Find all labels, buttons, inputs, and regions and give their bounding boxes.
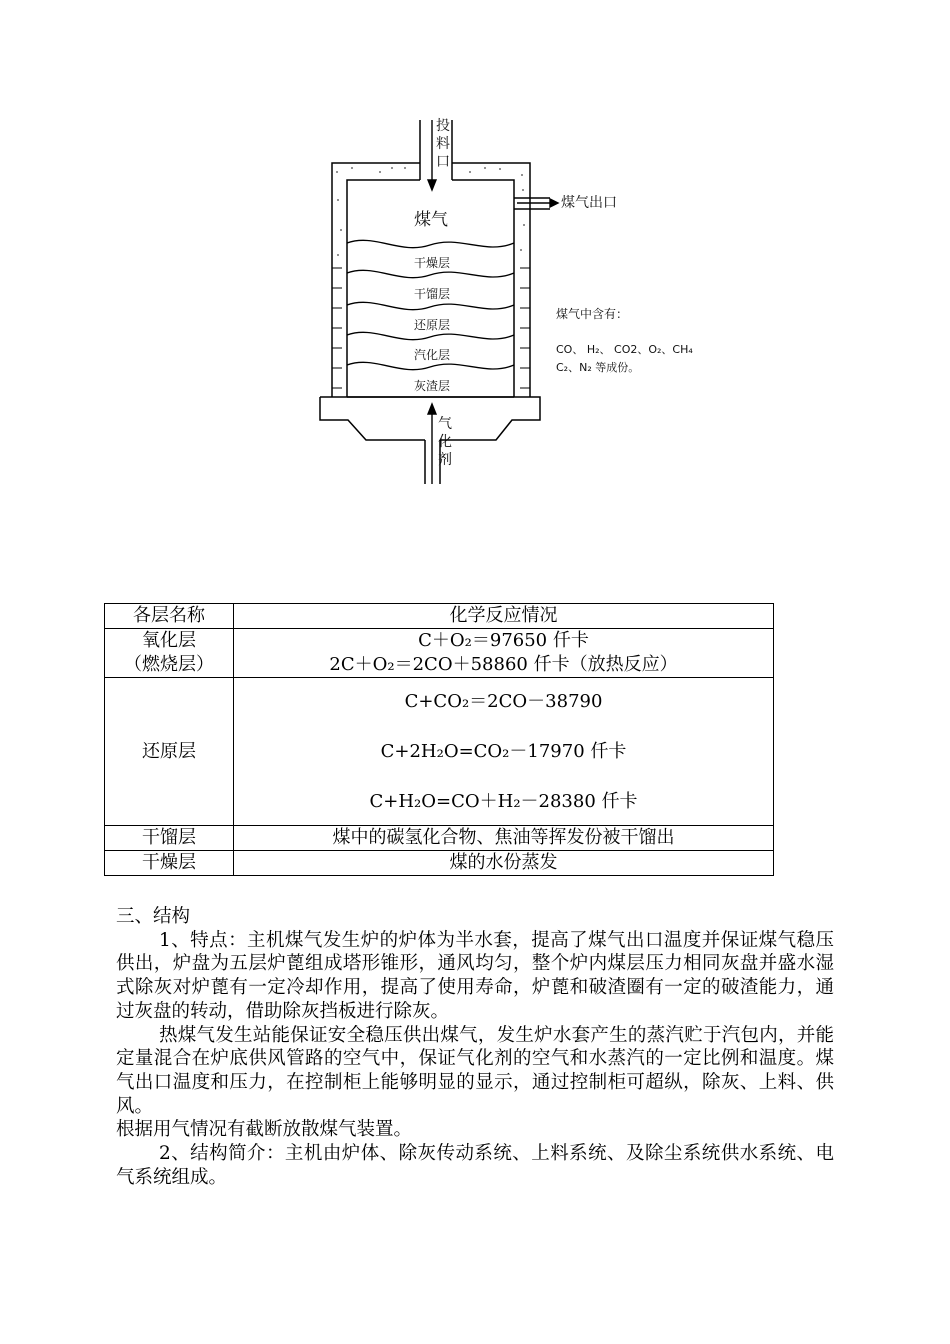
table-row [105, 678, 774, 826]
furnace-body [320, 120, 550, 484]
reaction-line: C+CO₂＝2CO－38790 [404, 690, 603, 712]
layer-name: 还原层 [142, 740, 196, 762]
reaction-line: C+H₂O=CO＋H₂－28380 仟卡 [369, 790, 638, 812]
inlet-char-3: 口 [436, 154, 450, 170]
gas-label: 煤气 [414, 210, 448, 230]
reaction-line: C+2H₂O=CO₂－17970 仟卡 [380, 740, 627, 762]
layer-name-cell: 干燥层 [105, 851, 234, 876]
structure-section [116, 905, 834, 1189]
layer-name-cell [105, 678, 234, 826]
reaction-cell: 煤的水份蒸发 [234, 851, 774, 876]
layer-label-2: 干馏层 [414, 287, 451, 301]
layer-label-3: 还原层 [414, 318, 451, 332]
layer-name: 氧化层 [142, 630, 196, 651]
layer-label-5: 灰渣层 [414, 379, 451, 393]
header-layer-name: 各层名称 [105, 604, 234, 629]
paragraph-cutoff: 根据用气情况有截断放散煤气装置。 [116, 1119, 413, 1141]
paragraph-station: 热煤气发生站能保证安全稳压供出煤气，发生炉水套产生的蒸汽贮于汽包内，并能定量混合在炉底供风管路的空气中，保证气化剂的空气和水蒸汽的一定比例和温度。煤气出口温度和压力，在控制柜上能够明显的显示，通过控制柜可超纵，除灰、上料、供风。 [116, 1024, 834, 1117]
agent-label [438, 416, 452, 468]
agent-char-3: 剂 [438, 452, 452, 468]
reaction-cell [234, 678, 774, 826]
table-row [105, 826, 774, 851]
paragraph-structure: 2、结构简介：主机由炉体、除灰传动系统、上料系统、及除尘系统供水系统、电气系统组成。 [116, 1143, 834, 1188]
contents-line-1: CO、 H₂、 CO2、O₂、CH₄ [556, 343, 693, 356]
gas-outlet-label: 煤气出口 [561, 195, 617, 211]
inlet-char-1: 投 [436, 118, 450, 134]
agent-char-1: 气 [438, 416, 452, 432]
agent-char-2: 化 [438, 434, 452, 450]
section-heading: 三、结构 [116, 906, 191, 927]
reaction-line: 2C＋O₂＝2CO＋58860 仟卡（放热反应） [329, 654, 678, 675]
layer-name-cell [105, 629, 234, 678]
layer-label-1: 干燥层 [414, 256, 451, 270]
paragraph-features: 1、特点：主机煤气发生炉的炉体为半水套，提高了煤气出口温度并保证煤气稳压供出，炉盘为五层炉蓖组成塔形锥形，通风均匀，整个炉内煤层压力相同灰盘并盛水湿式除灰对炉蓖有一定冷却作用，提高了使用寿命，炉蓖和破渣圈有一定的破渣能力，通过灰盘的转动，借助除灰挡板进行除灰。 [116, 929, 834, 1022]
inlet-label [436, 117, 450, 170]
header-reaction: 化学反应情况 [234, 604, 774, 629]
table-row [105, 629, 774, 678]
reaction-cell: 煤中的碳氢化合物、焦油等挥发份被干馏出 [234, 826, 774, 851]
reaction-table [104, 603, 774, 876]
table-header-row [105, 604, 774, 629]
layer-name-alt: （燃烧层） [124, 654, 214, 675]
contents-title: 煤气中含有： [556, 307, 629, 321]
layer-name-cell: 干馏层 [105, 826, 234, 851]
reaction-line: C＋O₂＝97650 仟卡 [418, 630, 589, 651]
layer-label-4: 汽化层 [414, 348, 451, 362]
reaction-cell [234, 629, 774, 678]
contents-line-2: C₂、N₂ 等成份。 [556, 361, 640, 374]
gasifier-diagram [0, 0, 950, 520]
inlet-char-2: 料 [436, 136, 450, 152]
table-row [105, 851, 774, 876]
